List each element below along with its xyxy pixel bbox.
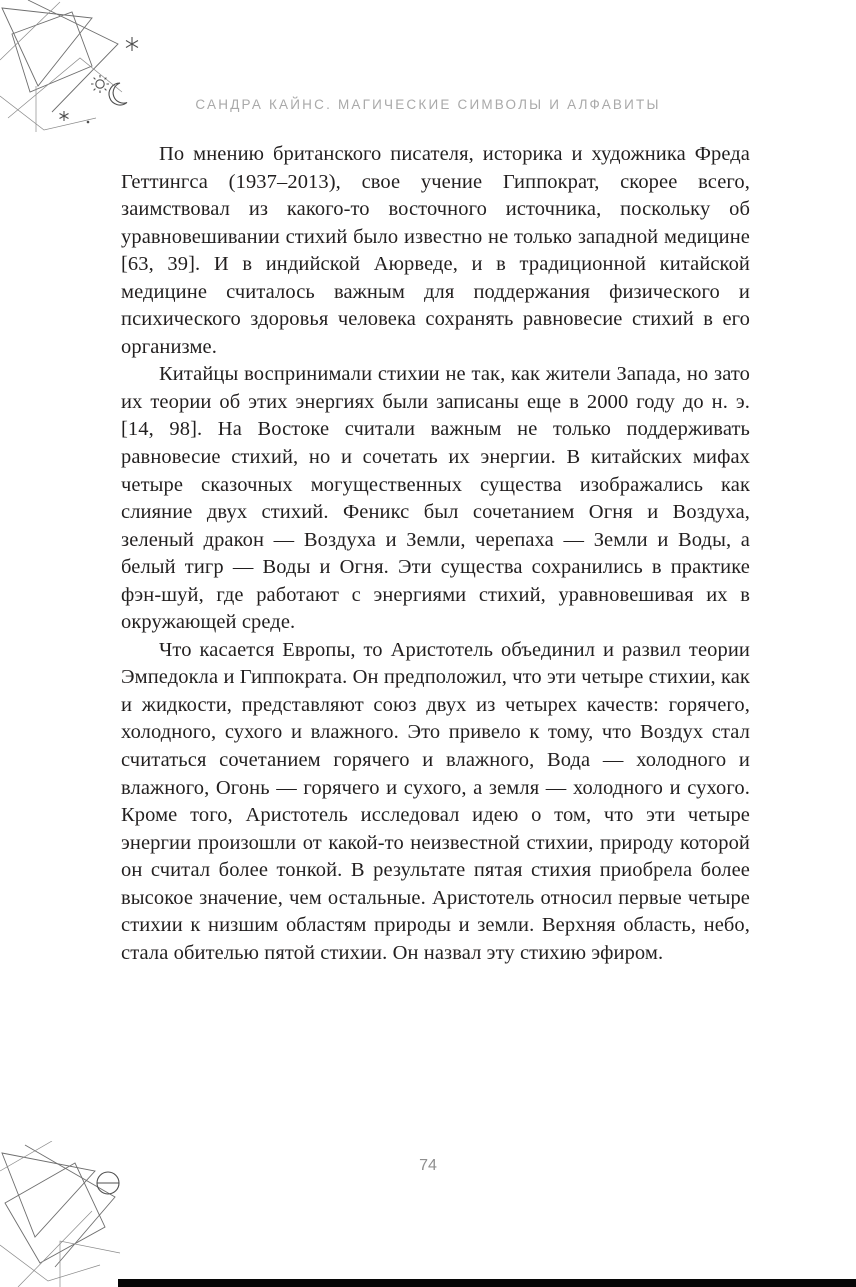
star-asterisk-icon [126,37,138,51]
paragraph-1: По мнению британского писателя, историка и художника Фреда Геттингса (1937–2013), свое учение Гиппократ, скорее всего, заимствовал из какого-то восточного источника, поскольку об уравновешивании стихий было известно не только западной медицине [63, 39]. И в индийской Аюрведе, и в традиционной китайской медицине считалось важным для поддержания физического и психического здоровья человека сохранять равновесие стихий в его организме. [121,143,750,358]
small-star-icon [60,111,90,123]
scan-edge-artifact [118,1279,856,1287]
paragraph-3: Что касается Европы, то Аристотель объединил и развил теории Эмпедокла и Гиппократа. Он предположил, что эти четыре стихии, как и жидкости, представляют союз двух из четырех качеств: горячего, холодного, сухого и влажного. Это привело к тому, что Воздух стал считаться сочетанием горячего и влажного, Вода — холодного и влажного, Огонь — горячего и сухого, а земля — холодного и сухого. Кроме того, Аристотель исследовал идею о том, что эти четыре энергии произошли от какой-то неизвестной стихии, природу которой он считал более тонкой. В результате пятая стихия приобрела более высокое значение, чем остальные. Аристотель относил первые четыре стихии к низшим областям природы и земли. Верхняя область, небо, стала обителью пятой стихии. Он назвал эту стихию эфиром. [121,638,750,964]
body-text [121,141,750,967]
geometric-ornament-bottom-left [0,1141,162,1287]
line-art-shapes [0,1141,120,1287]
page-number: 74 [419,1157,437,1174]
geometric-ornament-top-left [0,0,182,152]
running-header: САНДРА КАЙНС. МАГИЧЕСКИЕ СИМВОЛЫ И АЛФАВИТЫ [195,97,661,112]
sun-gear-icon [91,75,109,93]
line-art-shapes [0,0,122,132]
theta-circle-icon [97,1172,119,1194]
paragraph-2: Китайцы воспринимали стихии не так, как жители Запада, но зато их теории об этих энергиях были записаны еще в 2000 году до н. э. [14, 98]. На Востоке считали важным не только поддерживать равновесие стихий, но и сочетать их энергии. В китайских мифах четыре сказочных могущественных существа изображались как слияние двух стихий. Феникс был сочетанием Огня и Воздуха, зеленый дракон — Воздуха и Земли, черепаха — Земли и Воды, а белый тигр — Воды и Огня. Эти существа сохранились в практике фэн-шуй, где работают с энергиями стихий, уравновешивая их в окружающей среде. [121,363,750,634]
